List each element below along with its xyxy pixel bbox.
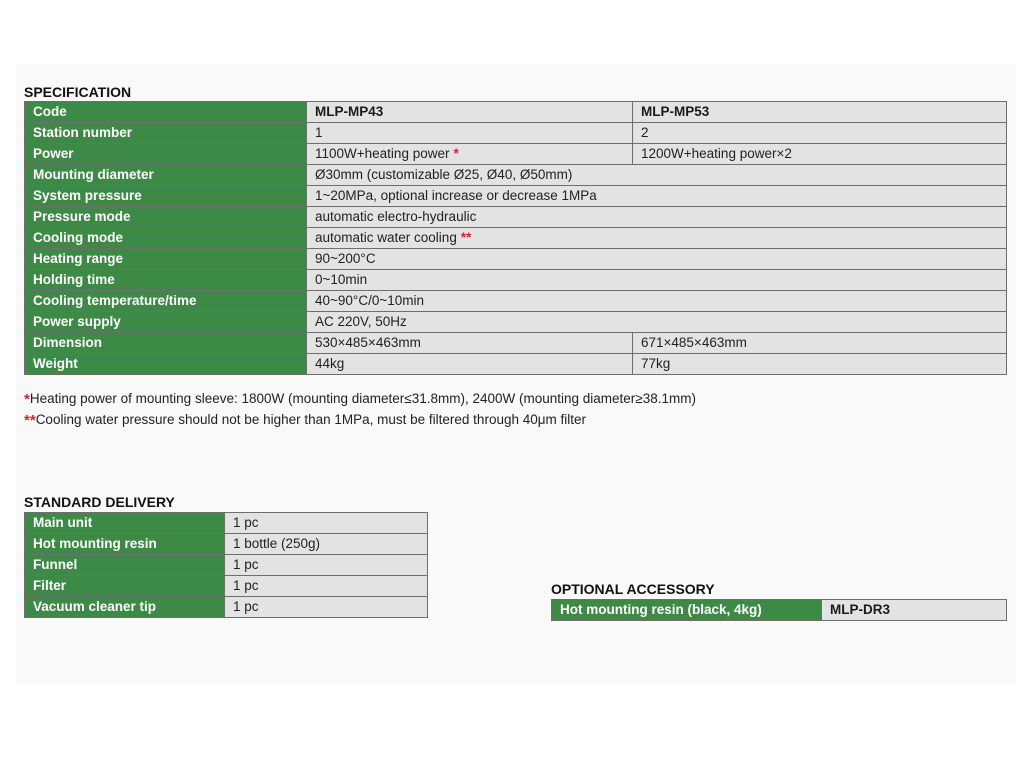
spec-value-text: 44kg [315,356,345,371]
spec-value [307,354,633,375]
spec-row [25,291,1007,312]
delivery-qty-text: 1 pc [233,515,259,530]
spec-value [307,144,633,165]
accessory-row [552,600,1007,621]
spec-label: Code [25,102,307,123]
spec-value [633,354,1007,375]
spec-label-text: Weight [33,356,78,371]
spec-value-text: 671×485×463mm [641,335,747,350]
model-header: MLP-MP53 [633,102,1007,123]
accessory-item-text: Hot mounting resin (black, 4kg) [560,602,762,617]
spec-label [25,249,307,270]
delivery-qty-text: 1 bottle (250g) [233,536,321,551]
spec-row [25,354,1007,375]
spec-label-text: Dimension [33,335,103,350]
spec-label-text: System pressure [33,188,142,203]
delivery-item [25,597,225,618]
spec-label-text: Cooling temperature/time [33,293,197,308]
spec-value [633,123,1007,144]
spec-value [307,291,1007,312]
spec-value [307,207,1007,228]
delivery-qty-text: 1 pc [233,599,259,614]
spec-row-code [25,102,1007,123]
delivery-row [25,597,428,618]
model-header: MLP-MP43 [307,102,633,123]
spec-value [633,333,1007,354]
spec-value-text: 530×485×463mm [315,335,421,350]
footnote-text: Heating power of mounting sleeve: 1800W (mounting diameter≤31.8mm), 2400W (mounting diameter≥38.1mm) [29,391,696,406]
optional-accessory-title: OPTIONAL ACCESSORY [551,581,715,597]
spec-row [25,165,1007,186]
spec-value-text: 2 [641,125,649,140]
spec-value [307,270,1007,291]
spec-value-text: 40~90°C/0~10min [315,293,424,308]
spec-row [25,186,1007,207]
delivery-item [25,555,225,576]
spec-value-text: Ø30mm (customizable Ø25, Ø40, Ø50mm) [315,167,573,182]
spec-value-text: 1 [315,125,323,140]
spec-row [25,249,1007,270]
spec-value [307,186,1007,207]
spec-label-text: Cooling mode [33,230,123,245]
delivery-row [25,555,428,576]
spec-value-text: 1200W+heating power×2 [641,146,792,161]
spec-label [25,312,307,333]
delivery-item [25,534,225,555]
spec-value [307,333,633,354]
spec-label [25,333,307,354]
footnote-mark: * [453,146,459,161]
spec-value-text: automatic electro-hydraulic [315,209,477,224]
spec-label-text: Heating range [33,251,124,266]
footnote-mark: * [24,391,30,408]
delivery-qty-text: 1 pc [233,578,259,593]
specification-table [24,101,1007,375]
spec-label [25,165,307,186]
spec-label-text: Station number [33,125,133,140]
spec-label [25,354,307,375]
spec-value-text: 1~20MPa, optional increase or decrease 1MPa [315,188,597,203]
delivery-row [25,534,428,555]
spec-label [25,144,307,165]
spec-label-text: Power supply [33,314,121,329]
delivery-row [25,576,428,597]
spec-value [307,312,1007,333]
delivery-item [25,576,225,597]
delivery-item-text: Funnel [33,557,78,572]
spec-row [25,207,1007,228]
delivery-item-text: Main unit [33,515,93,530]
spec-value [307,165,1007,186]
spec-row [25,228,1007,249]
spec-value [307,249,1007,270]
footnote [24,388,696,409]
spec-label-text: Power [33,146,74,161]
delivery-qty [225,534,428,555]
delivery-qty [225,597,428,618]
spec-value-text: AC 220V, 50Hz [315,314,407,329]
footnote-text: Cooling water pressure should not be higher than 1MPa, must be filtered through 40μm filter [35,412,587,427]
optional-accessory-table [551,599,1007,621]
spec-label [25,270,307,291]
spec-row [25,312,1007,333]
spec-label-text: Holding time [33,272,115,287]
accessory-code-text: MLP-DR3 [830,602,890,617]
delivery-qty-text: 1 pc [233,557,259,572]
footnote-mark: ** [460,230,472,245]
delivery-row [25,513,428,534]
standard-delivery-table [24,512,428,618]
spec-label [25,207,307,228]
spec-value-text: 0~10min [315,272,368,287]
spec-value [633,144,1007,165]
spec-row [25,270,1007,291]
spec-row [25,333,1007,354]
spec-value-text: 90~200°C [315,251,376,266]
spec-value [307,228,1007,249]
spec-value [307,123,633,144]
delivery-qty [225,555,428,576]
spec-notes [24,388,696,430]
spec-row [25,123,1007,144]
spec-label-text: Pressure mode [33,209,131,224]
delivery-item [25,513,225,534]
spec-label [25,291,307,312]
footnote-mark: ** [24,412,36,429]
specification-title: SPECIFICATION [24,84,132,100]
spec-label [25,186,307,207]
spec-label-text: Mounting diameter [33,167,154,182]
footnote [24,409,696,430]
spec-value-text: automatic water cooling [315,230,457,245]
spec-label [25,123,307,144]
delivery-item-text: Filter [33,578,67,593]
accessory-item [552,600,822,621]
delivery-item-text: Vacuum cleaner tip [33,599,157,614]
spec-value-text: 1100W+heating power [315,146,450,161]
delivery-item-text: Hot mounting resin [33,536,157,551]
delivery-qty [225,513,428,534]
spec-row [25,144,1007,165]
spec-value-text: 77kg [641,356,671,371]
accessory-code [822,600,1007,621]
standard-delivery-title: STANDARD DELIVERY [24,494,175,510]
delivery-qty [225,576,428,597]
spec-label [25,228,307,249]
